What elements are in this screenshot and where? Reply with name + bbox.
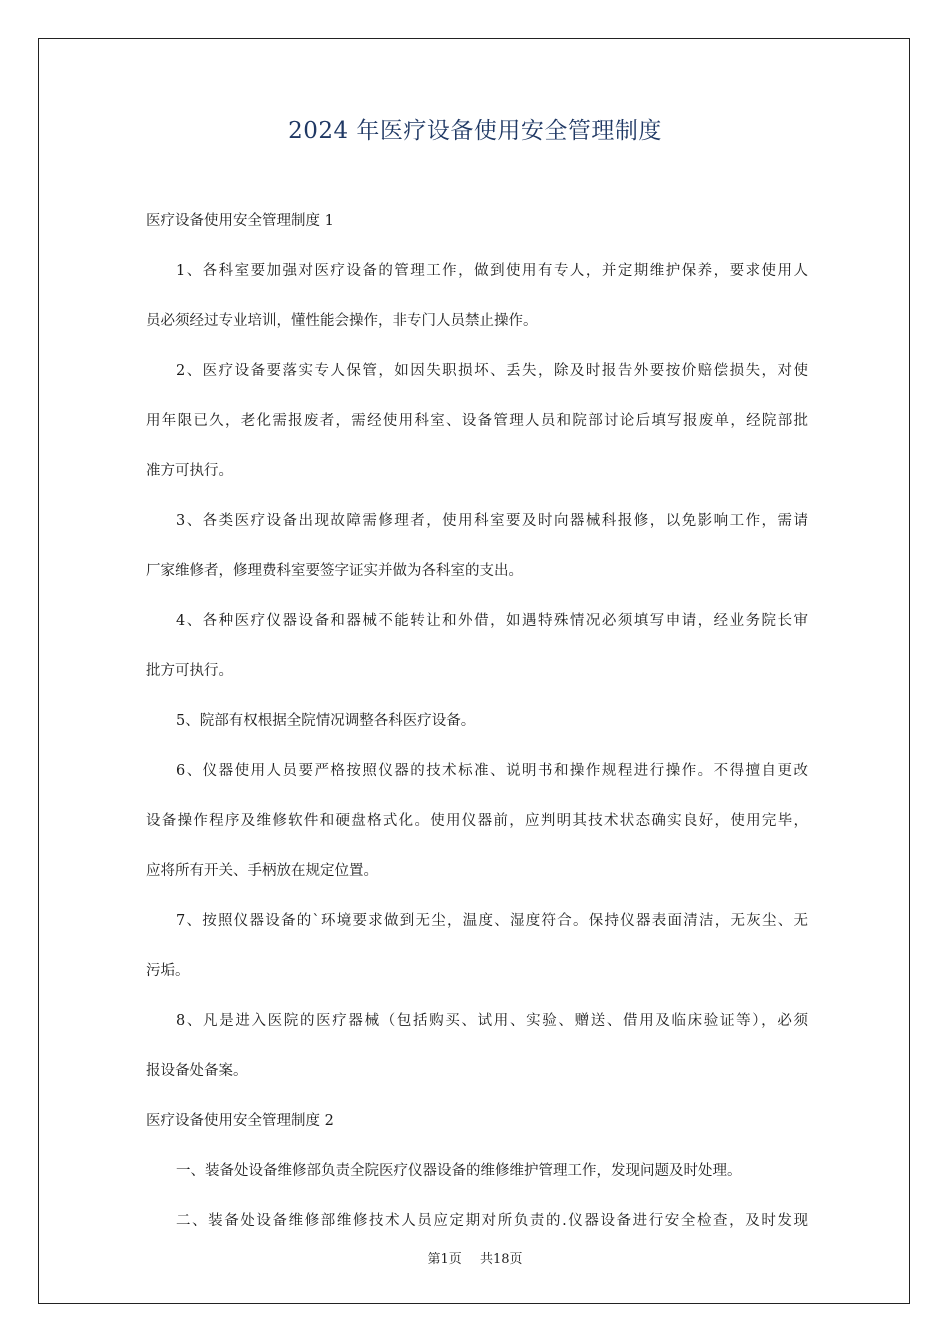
paragraph-line: 2、医疗设备要落实专人保管，如因失职损坏、丢失，除及时报告外要按价赔偿损失，对使 <box>176 363 808 379</box>
paragraph-line: 厂家维修者，修理费科室要签字证实并做为各科室的支出。 <box>146 563 523 579</box>
paragraph-line: 设备操作程序及维修软件和硬盘格式化。使用仪器前，应判明其技术状态确实良好，使用完毕， <box>146 813 808 829</box>
paragraph-line: 报设备处备案。 <box>146 1063 248 1079</box>
page-number: 第1页 <box>427 1252 462 1267</box>
paragraph-line: 员必须经过专业培训，懂性能会操作，非专门人员禁止操作。 <box>146 313 538 329</box>
section-heading: 医疗设备使用安全管理制度 1 <box>146 213 334 229</box>
paragraph-line: 3、各类医疗设备出现故障需修理者，使用科室要及时向器械科报修，以免影响工作，需请 <box>176 513 808 529</box>
paragraph-line: 7、按照仪器设备的`环境要求做到无尘，温度、湿度符合。保持仪器表面清洁，无灰尘、无 <box>176 913 808 929</box>
paragraph-line: 污垢。 <box>146 963 190 979</box>
paragraph-line: 6、仪器使用人员要严格按照仪器的技术标准、说明书和操作规程进行操作。不得擅自更改 <box>176 763 808 779</box>
document-body <box>146 196 808 1246</box>
paragraph-line: 二、装备处设备维修部维修技术人员应定期对所负责的.仪器设备进行安全检查，及时发现 <box>176 1213 808 1229</box>
paragraph-line: 应将所有开关、手柄放在规定位置。 <box>146 863 378 879</box>
paragraph-line: 4、各种医疗仪器设备和器械不能转让和外借，如遇特殊情况必须填写申请，经业务院长审 <box>176 613 808 629</box>
paragraph-line: 8、凡是进入医院的医疗器械（包括购买、试用、实验、赠送、借用及临床验证等），必须 <box>176 1013 808 1029</box>
page-footer <box>0 1248 950 1267</box>
document-title: 2024 年医疗设备使用安全管理制度 <box>288 118 662 144</box>
page-total: 共18页 <box>479 1252 523 1267</box>
paragraph-line: 1、各科室要加强对医疗设备的管理工作，做到使用有专人，并定期维护保养，要求使用人 <box>176 263 808 279</box>
paragraph-line: 5、院部有权根据全院情况调整各科医疗设备。 <box>176 713 476 729</box>
paragraph-line: 用年限已久，老化需报废者，需经使用科室、设备管理人员和院部讨论后填写报废单，经院部批 <box>146 413 808 429</box>
paragraph-line: 批方可执行。 <box>146 663 233 679</box>
paragraph-line: 准方可执行。 <box>146 463 233 479</box>
paragraph-line: 一、装备处设备维修部负责全院医疗仪器设备的维修维护管理工作，发现问题及时处理。 <box>176 1163 742 1179</box>
section-heading: 医疗设备使用安全管理制度 2 <box>146 1113 334 1129</box>
